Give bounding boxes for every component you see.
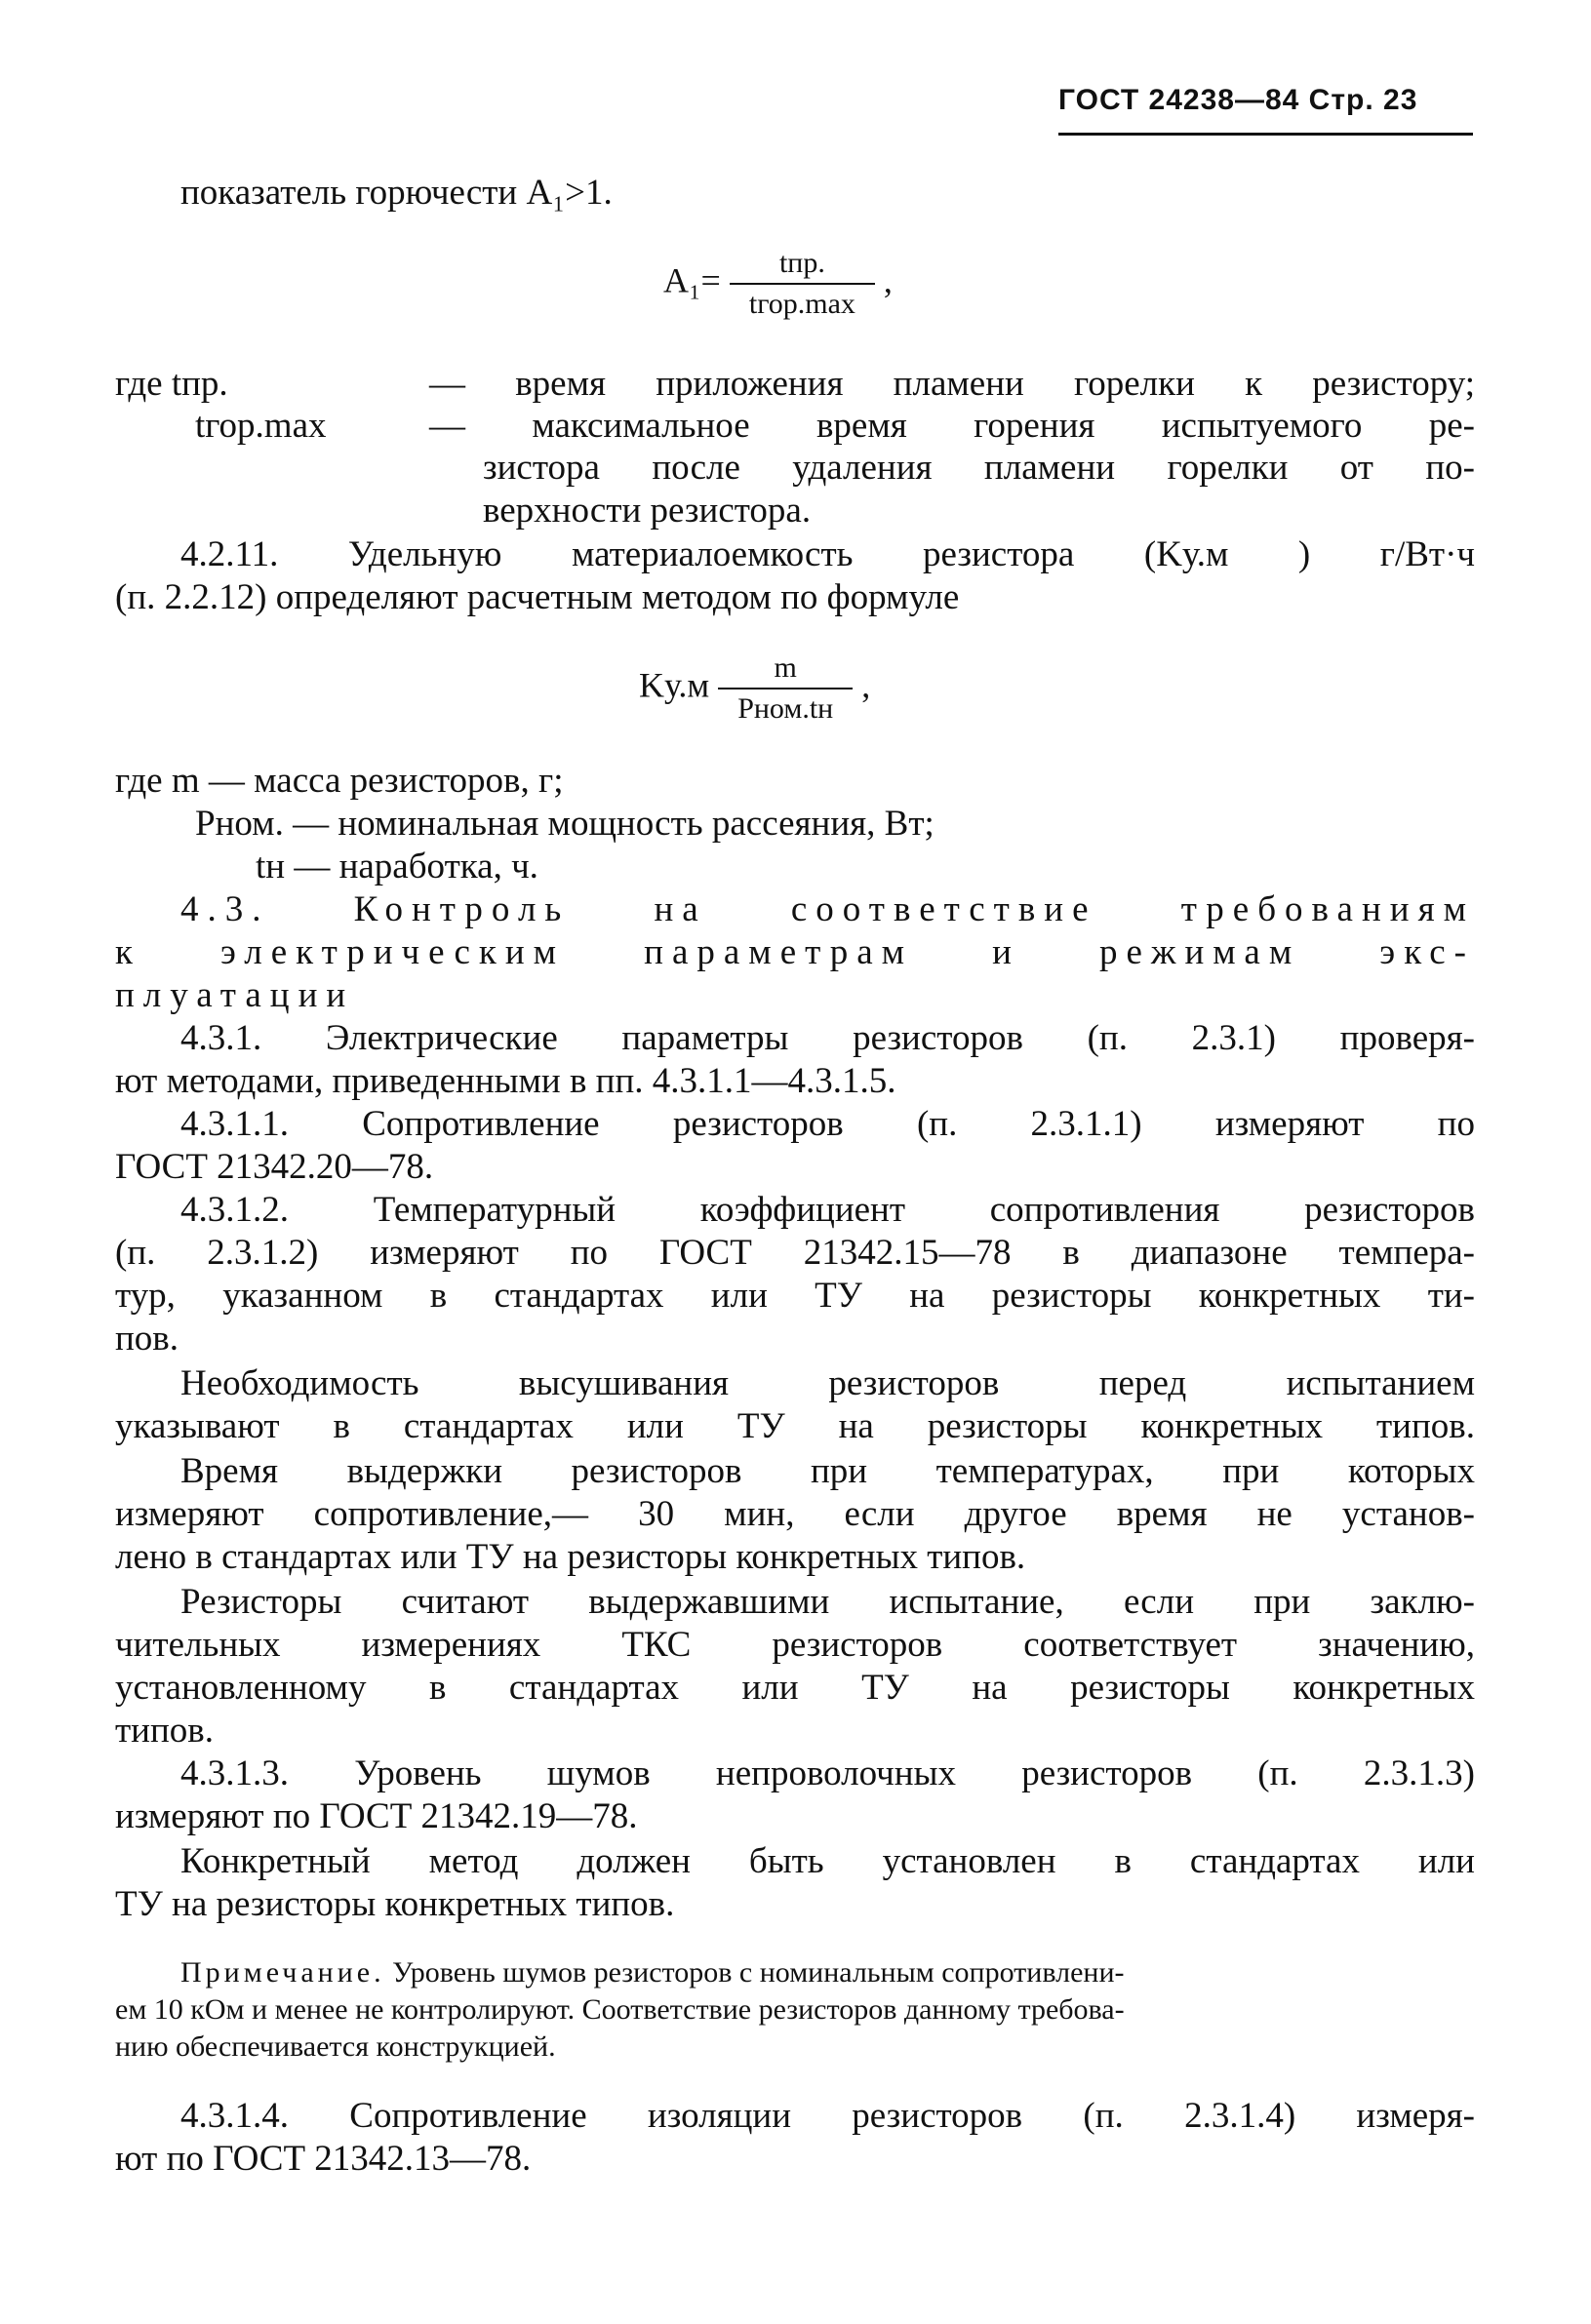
def1-desc-2: зистора после удаления пламени горелки от по- bbox=[483, 448, 1475, 488]
body-line-18: измеряют по ГОСТ 21342.19—78. bbox=[115, 1796, 638, 1836]
body-line-7: пов. bbox=[115, 1319, 179, 1359]
final-line-0: 4.3.1.4. Сопротивление изоляции резисторов (п. 2.3.1.4) измеря- bbox=[180, 2096, 1475, 2136]
formula-a1-lhs: A₁= bbox=[663, 260, 721, 300]
body-line-5: (п. 2.3.1.2) измеряют по ГОСТ 21342.15—78 в диапазоне темпера- bbox=[115, 1233, 1475, 1273]
body-line-12: лено в стандартах или ТУ на резисторы конкретных типов. bbox=[115, 1537, 1026, 1577]
formula-a1-denominator: tгор.max bbox=[748, 288, 855, 320]
body-line-16: типов. bbox=[115, 1711, 214, 1751]
body-line-14: чительных измерениях ТКС резисторов соответствует значению, bbox=[115, 1625, 1475, 1665]
body-line-10: Время выдержки резисторов при температурах, при которых bbox=[180, 1451, 1475, 1491]
formula-a1 bbox=[663, 244, 893, 324]
formula-a1-tail: , bbox=[883, 260, 893, 300]
body-line-17: 4.3.1.3. Уровень шумов непроволочных резисторов (п. 2.3.1.3) bbox=[180, 1753, 1475, 1793]
note-text-0: Уровень шумов резисторов с номинальным сопротивлени- bbox=[392, 1956, 1125, 1989]
formula-a1-fraction bbox=[730, 244, 875, 324]
def2-line-0: где m — масса резисторов, г; bbox=[115, 761, 564, 801]
formula-kum-numerator: m bbox=[718, 649, 853, 689]
formula-a1-numerator: tпр. bbox=[730, 244, 875, 285]
formula-kum-lhs: Kу.м bbox=[639, 665, 710, 705]
body-line-6: тур, указанном в стандартах или ТУ на резисторы конкретных ти- bbox=[115, 1276, 1475, 1316]
note-label: Примечание. bbox=[180, 1956, 385, 1989]
formula-kum-denominator: Pном.tн bbox=[737, 692, 834, 725]
p4211-line-1: (п. 2.2.12) определяют расчетным методом по формуле bbox=[115, 577, 960, 617]
body-line-0: 4.3.1. Электрические параметры резисторов (п. 2.3.1) проверя- bbox=[180, 1018, 1475, 1058]
def1-term-1: tгор.max bbox=[195, 406, 327, 446]
p4211-line-0: 4.2.11. Удельную материалоемкость резистора (Kу.м ) г/Вт·ч bbox=[180, 534, 1475, 574]
formula-kum-tail: , bbox=[861, 665, 871, 705]
body-line-13: Резисторы считают выдержавшими испытание, если при заклю- bbox=[180, 1582, 1475, 1622]
section43-line-0: 4.3. Контроль на соответствие требованиям bbox=[180, 889, 1475, 929]
note-line-2: нию обеспечивается конструкцией. bbox=[115, 2030, 556, 2063]
def1-desc-0: — время приложения пламени горелки к резистору; bbox=[429, 364, 1475, 404]
formula-kum-fraction bbox=[718, 649, 853, 729]
body-line-19: Конкретный метод должен быть установлен в стандартах или bbox=[180, 1841, 1475, 1881]
body-line-3: ГОСТ 21342.20—78. bbox=[115, 1147, 434, 1187]
body-line-1: ют методами, приведенными в пп. 4.3.1.1—4.3.1.5. bbox=[115, 1061, 896, 1101]
def1-desc-3: верхности резистора. bbox=[483, 491, 812, 531]
body-line-11: измеряют сопротивление,— 30 мин, если другое время не установ- bbox=[115, 1494, 1475, 1534]
body-line-15: установленному в стандартах или ТУ на резисторы конкретных bbox=[115, 1668, 1475, 1708]
def1-term-0: где tпр. bbox=[115, 364, 228, 404]
note-line-1: ем 10 кОм и менее не контролируют. Соответствие резисторов данному требова- bbox=[115, 1993, 1125, 2026]
page-header: ГОСТ 24238—84 Стр. 23 bbox=[1058, 84, 1473, 136]
final-line-1: ют по ГОСТ 21342.13—78. bbox=[115, 2139, 532, 2179]
body-line-8: Необходимость высушивания резисторов перед испытанием bbox=[180, 1363, 1475, 1403]
intro-paragraph: показатель горючести A₁>1. bbox=[180, 173, 613, 213]
body-line-2: 4.3.1.1. Сопротивление резисторов (п. 2.3.1.1) измеряют по bbox=[180, 1104, 1475, 1144]
body-line-4: 4.3.1.2. Температурный коэффициент сопротивления резисторов bbox=[180, 1190, 1475, 1230]
body-line-20: ТУ на резисторы конкретных типов. bbox=[115, 1884, 675, 1924]
formula-kum bbox=[639, 649, 870, 729]
section43-line-1: к электрическим параметрам и режимам экс- bbox=[115, 932, 1475, 972]
body-line-9: указывают в стандартах или ТУ на резисторы конкретных типов. bbox=[115, 1406, 1475, 1446]
def1-desc-1: — максимальное время горения испытуемого ре- bbox=[429, 406, 1475, 446]
def2-line-2: tн — наработка, ч. bbox=[256, 847, 538, 886]
section43-line-2: плуатации bbox=[115, 975, 355, 1015]
note-line-0 bbox=[180, 1955, 1475, 1990]
def2-line-1: Pном. — номинальная мощность рассеяния, Вт; bbox=[195, 804, 935, 844]
